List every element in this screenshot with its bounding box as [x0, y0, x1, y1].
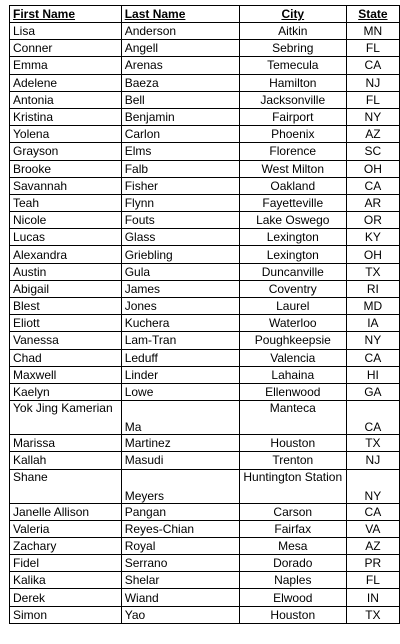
cell-state: MD [346, 298, 399, 315]
cell-last-name: Benjamin [121, 108, 239, 125]
cell-last-name: Lowe [121, 383, 239, 400]
cell-state: MN [346, 23, 399, 40]
cell-city: Lahaina [239, 366, 346, 383]
cell-state: NJ [346, 452, 399, 469]
cell-first-name: Eliott [10, 315, 122, 332]
table-row [10, 126, 400, 143]
cell-state: IN [346, 589, 399, 606]
cell-state: VA [346, 520, 399, 537]
cell-state: GA [346, 383, 399, 400]
table-row [10, 315, 400, 332]
header-state: State [346, 6, 399, 23]
table-row [10, 349, 400, 366]
cell-first-name: Adelene [10, 74, 122, 91]
cell-last-name: Falb [121, 160, 239, 177]
table-row [10, 401, 400, 435]
cell-first-name: Zachary [10, 537, 122, 554]
cell-last-name: Flynn [121, 194, 239, 211]
table-row [10, 160, 400, 177]
cell-state: AZ [346, 126, 399, 143]
cell-last-name: Fisher [121, 177, 239, 194]
cell-city: Dorado [239, 555, 346, 572]
table-row [10, 280, 400, 297]
cell-last-name: Linder [121, 366, 239, 383]
cell-city: Lexington [239, 246, 346, 263]
cell-state: NY [346, 469, 399, 503]
cell-state: OH [346, 160, 399, 177]
cell-last-name: Anderson [121, 23, 239, 40]
cell-city: Fairfax [239, 520, 346, 537]
cell-last-name: Meyers [121, 469, 239, 503]
cell-last-name: Baeza [121, 74, 239, 91]
cell-last-name: Gula [121, 263, 239, 280]
cell-first-name: Marissa [10, 435, 122, 452]
cell-first-name: Simon [10, 606, 122, 623]
header-first-name: First Name [10, 6, 122, 23]
cell-city: Florence [239, 143, 346, 160]
cell-last-name: Serrano [121, 555, 239, 572]
cell-city: Jacksonville [239, 91, 346, 108]
cell-first-name: Derek [10, 589, 122, 606]
header-city: City [239, 6, 346, 23]
cell-city: Fayetteville [239, 194, 346, 211]
cell-city: Waterloo [239, 315, 346, 332]
cell-state: FL [346, 91, 399, 108]
cell-state: CA [346, 349, 399, 366]
cell-first-name: Blest [10, 298, 122, 315]
cell-city: Houston [239, 606, 346, 623]
cell-last-name: Reyes-Chian [121, 520, 239, 537]
table-row [10, 332, 400, 349]
cell-first-name: Valeria [10, 520, 122, 537]
table-row [10, 366, 400, 383]
cell-first-name: Janelle Allison [10, 503, 122, 520]
table-row [10, 555, 400, 572]
table-row [10, 503, 400, 520]
cell-state: IA [346, 315, 399, 332]
cell-last-name: Jones [121, 298, 239, 315]
cell-city: Poughkeepsie [239, 332, 346, 349]
cell-state: CA [346, 57, 399, 74]
cell-city: Oakland [239, 177, 346, 194]
cell-last-name: Shelar [121, 572, 239, 589]
cell-city: Valencia [239, 349, 346, 366]
cell-state: CA [346, 401, 399, 435]
cell-first-name: Nicole [10, 212, 122, 229]
cell-city: Aitkin [239, 23, 346, 40]
cell-first-name: Shane [10, 469, 122, 503]
cell-city: Laurel [239, 298, 346, 315]
cell-city: Houston [239, 435, 346, 452]
cell-city: Lexington [239, 229, 346, 246]
cell-city: Lake Oswego [239, 212, 346, 229]
cell-first-name: Kalika [10, 572, 122, 589]
cell-first-name: Abigail [10, 280, 122, 297]
table-row [10, 383, 400, 400]
cell-first-name: Kaelyn [10, 383, 122, 400]
cell-first-name: Yolena [10, 126, 122, 143]
cell-last-name: Lam-Tran [121, 332, 239, 349]
cell-state: FL [346, 572, 399, 589]
cell-last-name: Ma [121, 401, 239, 435]
cell-city: Huntington Station [239, 469, 346, 503]
cell-last-name: Elms [121, 143, 239, 160]
cell-state: RI [346, 280, 399, 297]
cell-state: AZ [346, 537, 399, 554]
cell-city: Hamilton [239, 74, 346, 91]
table-row [10, 57, 400, 74]
table-row [10, 40, 400, 57]
cell-first-name: Kristina [10, 108, 122, 125]
table-row [10, 452, 400, 469]
cell-city: Ellenwood [239, 383, 346, 400]
roster-table [9, 5, 400, 624]
cell-last-name: Wiand [121, 589, 239, 606]
cell-last-name: Yao [121, 606, 239, 623]
cell-last-name: Fouts [121, 212, 239, 229]
cell-city: Trenton [239, 452, 346, 469]
table-row [10, 435, 400, 452]
cell-first-name: Brooke [10, 160, 122, 177]
cell-state: TX [346, 263, 399, 280]
cell-city: Elwood [239, 589, 346, 606]
table-row [10, 537, 400, 554]
cell-city: Duncanville [239, 263, 346, 280]
cell-state: HI [346, 366, 399, 383]
cell-last-name: Carlon [121, 126, 239, 143]
table-row [10, 263, 400, 280]
cell-last-name: Bell [121, 91, 239, 108]
cell-state: FL [346, 40, 399, 57]
cell-state: TX [346, 435, 399, 452]
table-row [10, 177, 400, 194]
cell-first-name: Vanessa [10, 332, 122, 349]
cell-first-name: Fidel [10, 555, 122, 572]
table-row [10, 91, 400, 108]
cell-first-name: Maxwell [10, 366, 122, 383]
cell-state: CA [346, 177, 399, 194]
cell-last-name: Glass [121, 229, 239, 246]
cell-city: Sebring [239, 40, 346, 57]
table-row [10, 246, 400, 263]
cell-city: Mesa [239, 537, 346, 554]
cell-city: Naples [239, 572, 346, 589]
cell-state: NJ [346, 74, 399, 91]
table-row [10, 298, 400, 315]
table-row [10, 572, 400, 589]
table-row [10, 108, 400, 125]
cell-last-name: Kuchera [121, 315, 239, 332]
table-row [10, 143, 400, 160]
cell-state: NY [346, 332, 399, 349]
cell-first-name: Alexandra [10, 246, 122, 263]
cell-first-name: Chad [10, 349, 122, 366]
header-last-name: Last Name [121, 6, 239, 23]
cell-state: OR [346, 212, 399, 229]
table-row [10, 606, 400, 623]
cell-last-name: Royal [121, 537, 239, 554]
cell-first-name: Lucas [10, 229, 122, 246]
table-row [10, 520, 400, 537]
cell-city: Manteca [239, 401, 346, 435]
table-row [10, 589, 400, 606]
cell-first-name: Austin [10, 263, 122, 280]
cell-first-name: Savannah [10, 177, 122, 194]
cell-city: West Milton [239, 160, 346, 177]
header-row [10, 6, 400, 23]
cell-state: PR [346, 555, 399, 572]
cell-city: Carson [239, 503, 346, 520]
cell-state: AR [346, 194, 399, 211]
cell-state: SC [346, 143, 399, 160]
cell-first-name: Grayson [10, 143, 122, 160]
cell-city: Phoenix [239, 126, 346, 143]
cell-last-name: Arenas [121, 57, 239, 74]
table-row [10, 229, 400, 246]
table-row [10, 469, 400, 503]
cell-first-name: Antonia [10, 91, 122, 108]
cell-first-name: Kallah [10, 452, 122, 469]
cell-first-name: Emma [10, 57, 122, 74]
cell-last-name: Angell [121, 40, 239, 57]
cell-first-name: Yok Jing Kamerian [10, 401, 122, 435]
cell-last-name: Masudi [121, 452, 239, 469]
table-row [10, 194, 400, 211]
table-row [10, 74, 400, 91]
cell-state: OH [346, 246, 399, 263]
cell-state: TX [346, 606, 399, 623]
cell-first-name: Lisa [10, 23, 122, 40]
table-row [10, 212, 400, 229]
cell-last-name: Griebling [121, 246, 239, 263]
cell-city: Coventry [239, 280, 346, 297]
table-row [10, 23, 400, 40]
cell-first-name: Conner [10, 40, 122, 57]
cell-city: Temecula [239, 57, 346, 74]
cell-last-name: Leduff [121, 349, 239, 366]
cell-last-name: Pangan [121, 503, 239, 520]
cell-state: KY [346, 229, 399, 246]
cell-state: CA [346, 503, 399, 520]
cell-first-name: Teah [10, 194, 122, 211]
cell-state: NY [346, 108, 399, 125]
cell-last-name: James [121, 280, 239, 297]
cell-city: Fairport [239, 108, 346, 125]
cell-last-name: Martinez [121, 435, 239, 452]
